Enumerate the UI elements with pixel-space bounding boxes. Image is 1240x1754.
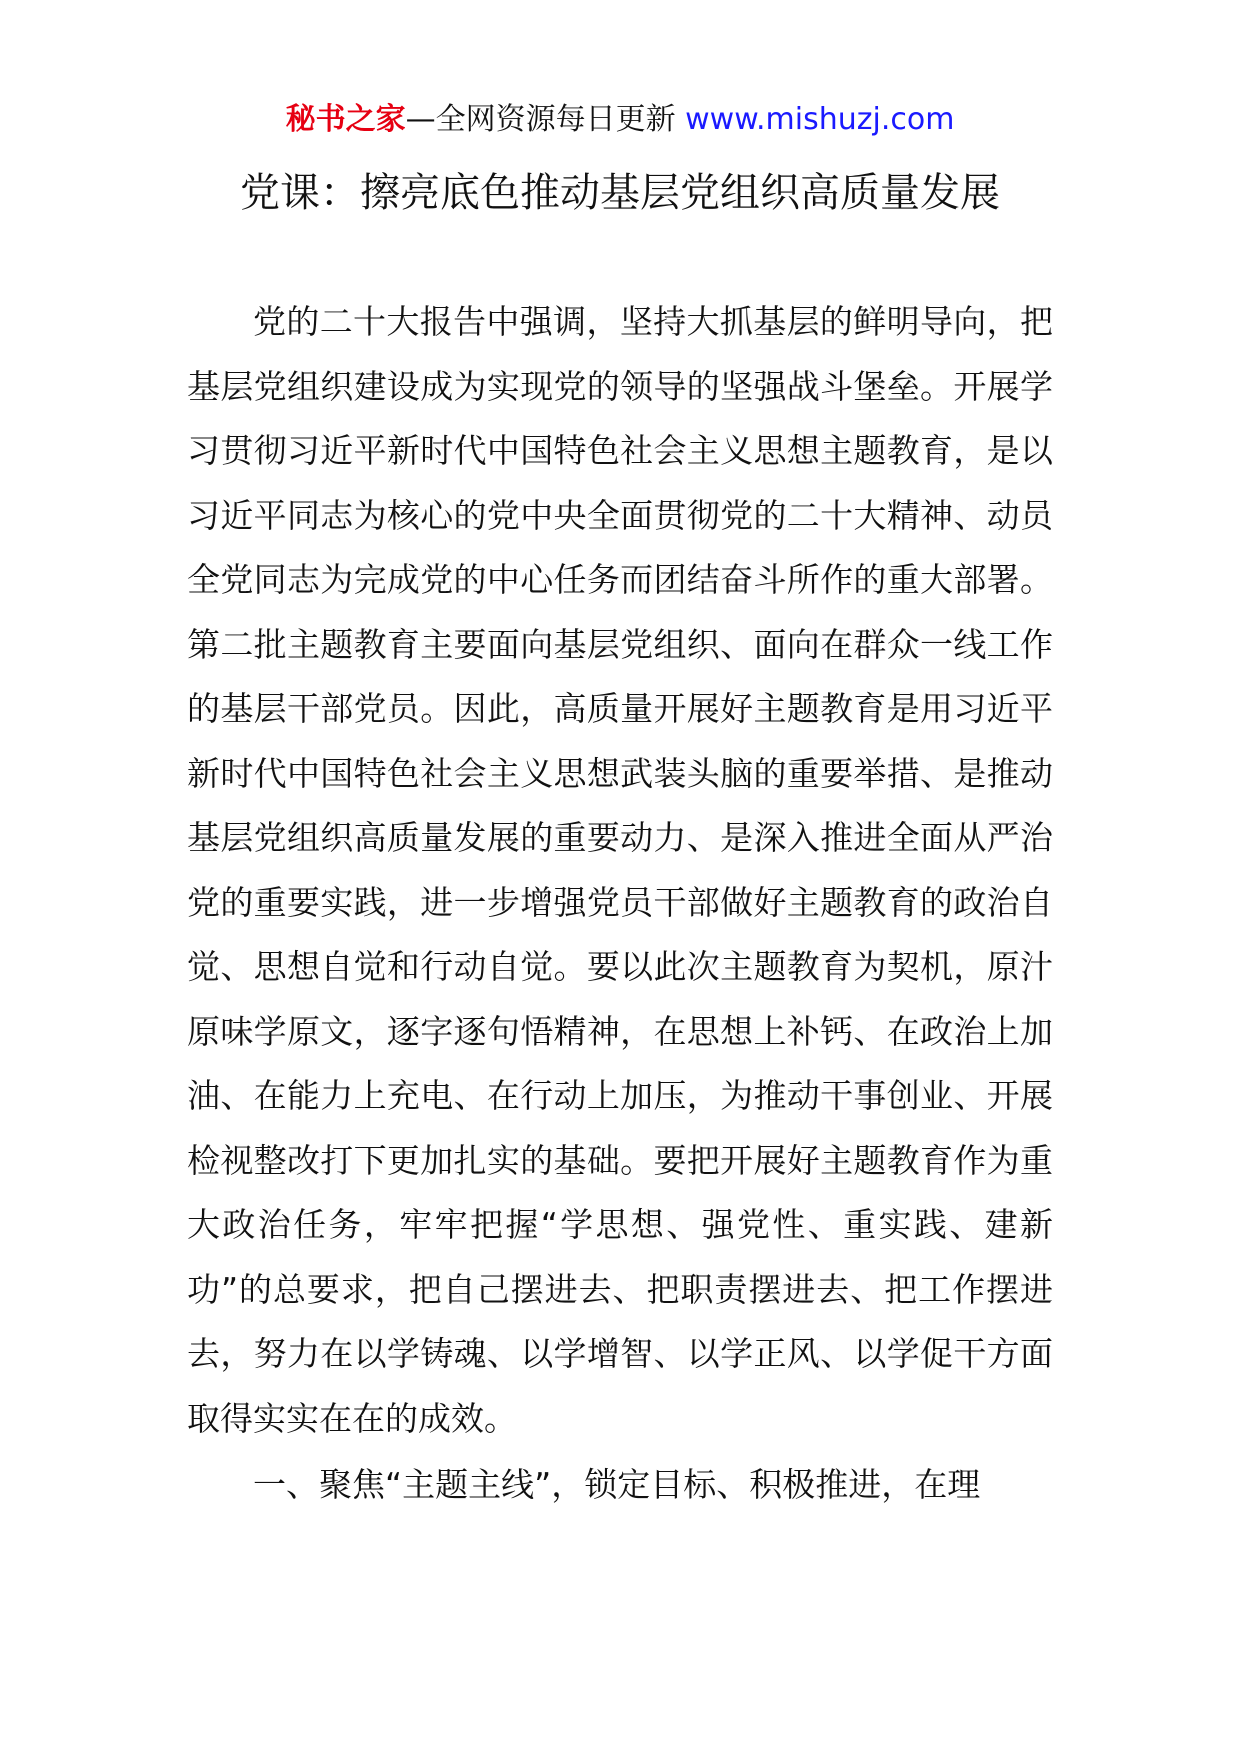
page-header: [0, 100, 1240, 140]
section-heading: 一、聚焦“主题主线”，锁定目标、积极推进，在理: [253, 1465, 981, 1504]
document-body: [187, 290, 1053, 1518]
header-tagline: —全网资源每日更新: [405, 102, 676, 137]
brand-name: 秘书之家: [285, 102, 406, 137]
website-link[interactable]: www.mishuzj.com: [685, 102, 955, 137]
body-paragraph: 党的二十大报告中强调，坚持大抓基层的鲜明导向，把基层党组织建设成为实现党的领导的坚强战斗堡垒。开展学习贯彻习近平新时代中国特色社会主义思想主题教育，是以习近平同志为核心的党中央全面贯彻党的二十大精神、动员全党同志为完成党的中心任务而团结奋斗所作的重大部署。第二批主题教育主要面向基层党组织、面向在群众一线工作的基层干部党员。因此，高质量开展好主题教育是用习近平新时代中国特色社会主义思想武装头脑的重要举措、是推动基层党组织高质量发展的重要动力、是深入推进全面从严治党的重要实践，进一步增强党员干部做好主题教育的政治自觉、思想自觉和行动自觉。要以此次主题教育为契机，原汁原味学原文，逐字逐句悟精神，在思想上补钙、在政治上加油、在能力上充电、在行动上加压，为推动干事创业、开展检视整改打下更加扎实的基础。要把开展好主题教育作为重大政治任务，牢牢把握“学思想、强党性、重实践、建新功”的总要求，把自己摆进去、把职责摆进去、把工作摆进去，努力在以学铸魂、以学增智、以学正风、以学促干方面取得实实在在的成效。: [187, 302, 1053, 1438]
document-title: 党课：擦亮底色推动基层党组织高质量发展: [240, 170, 1000, 216]
